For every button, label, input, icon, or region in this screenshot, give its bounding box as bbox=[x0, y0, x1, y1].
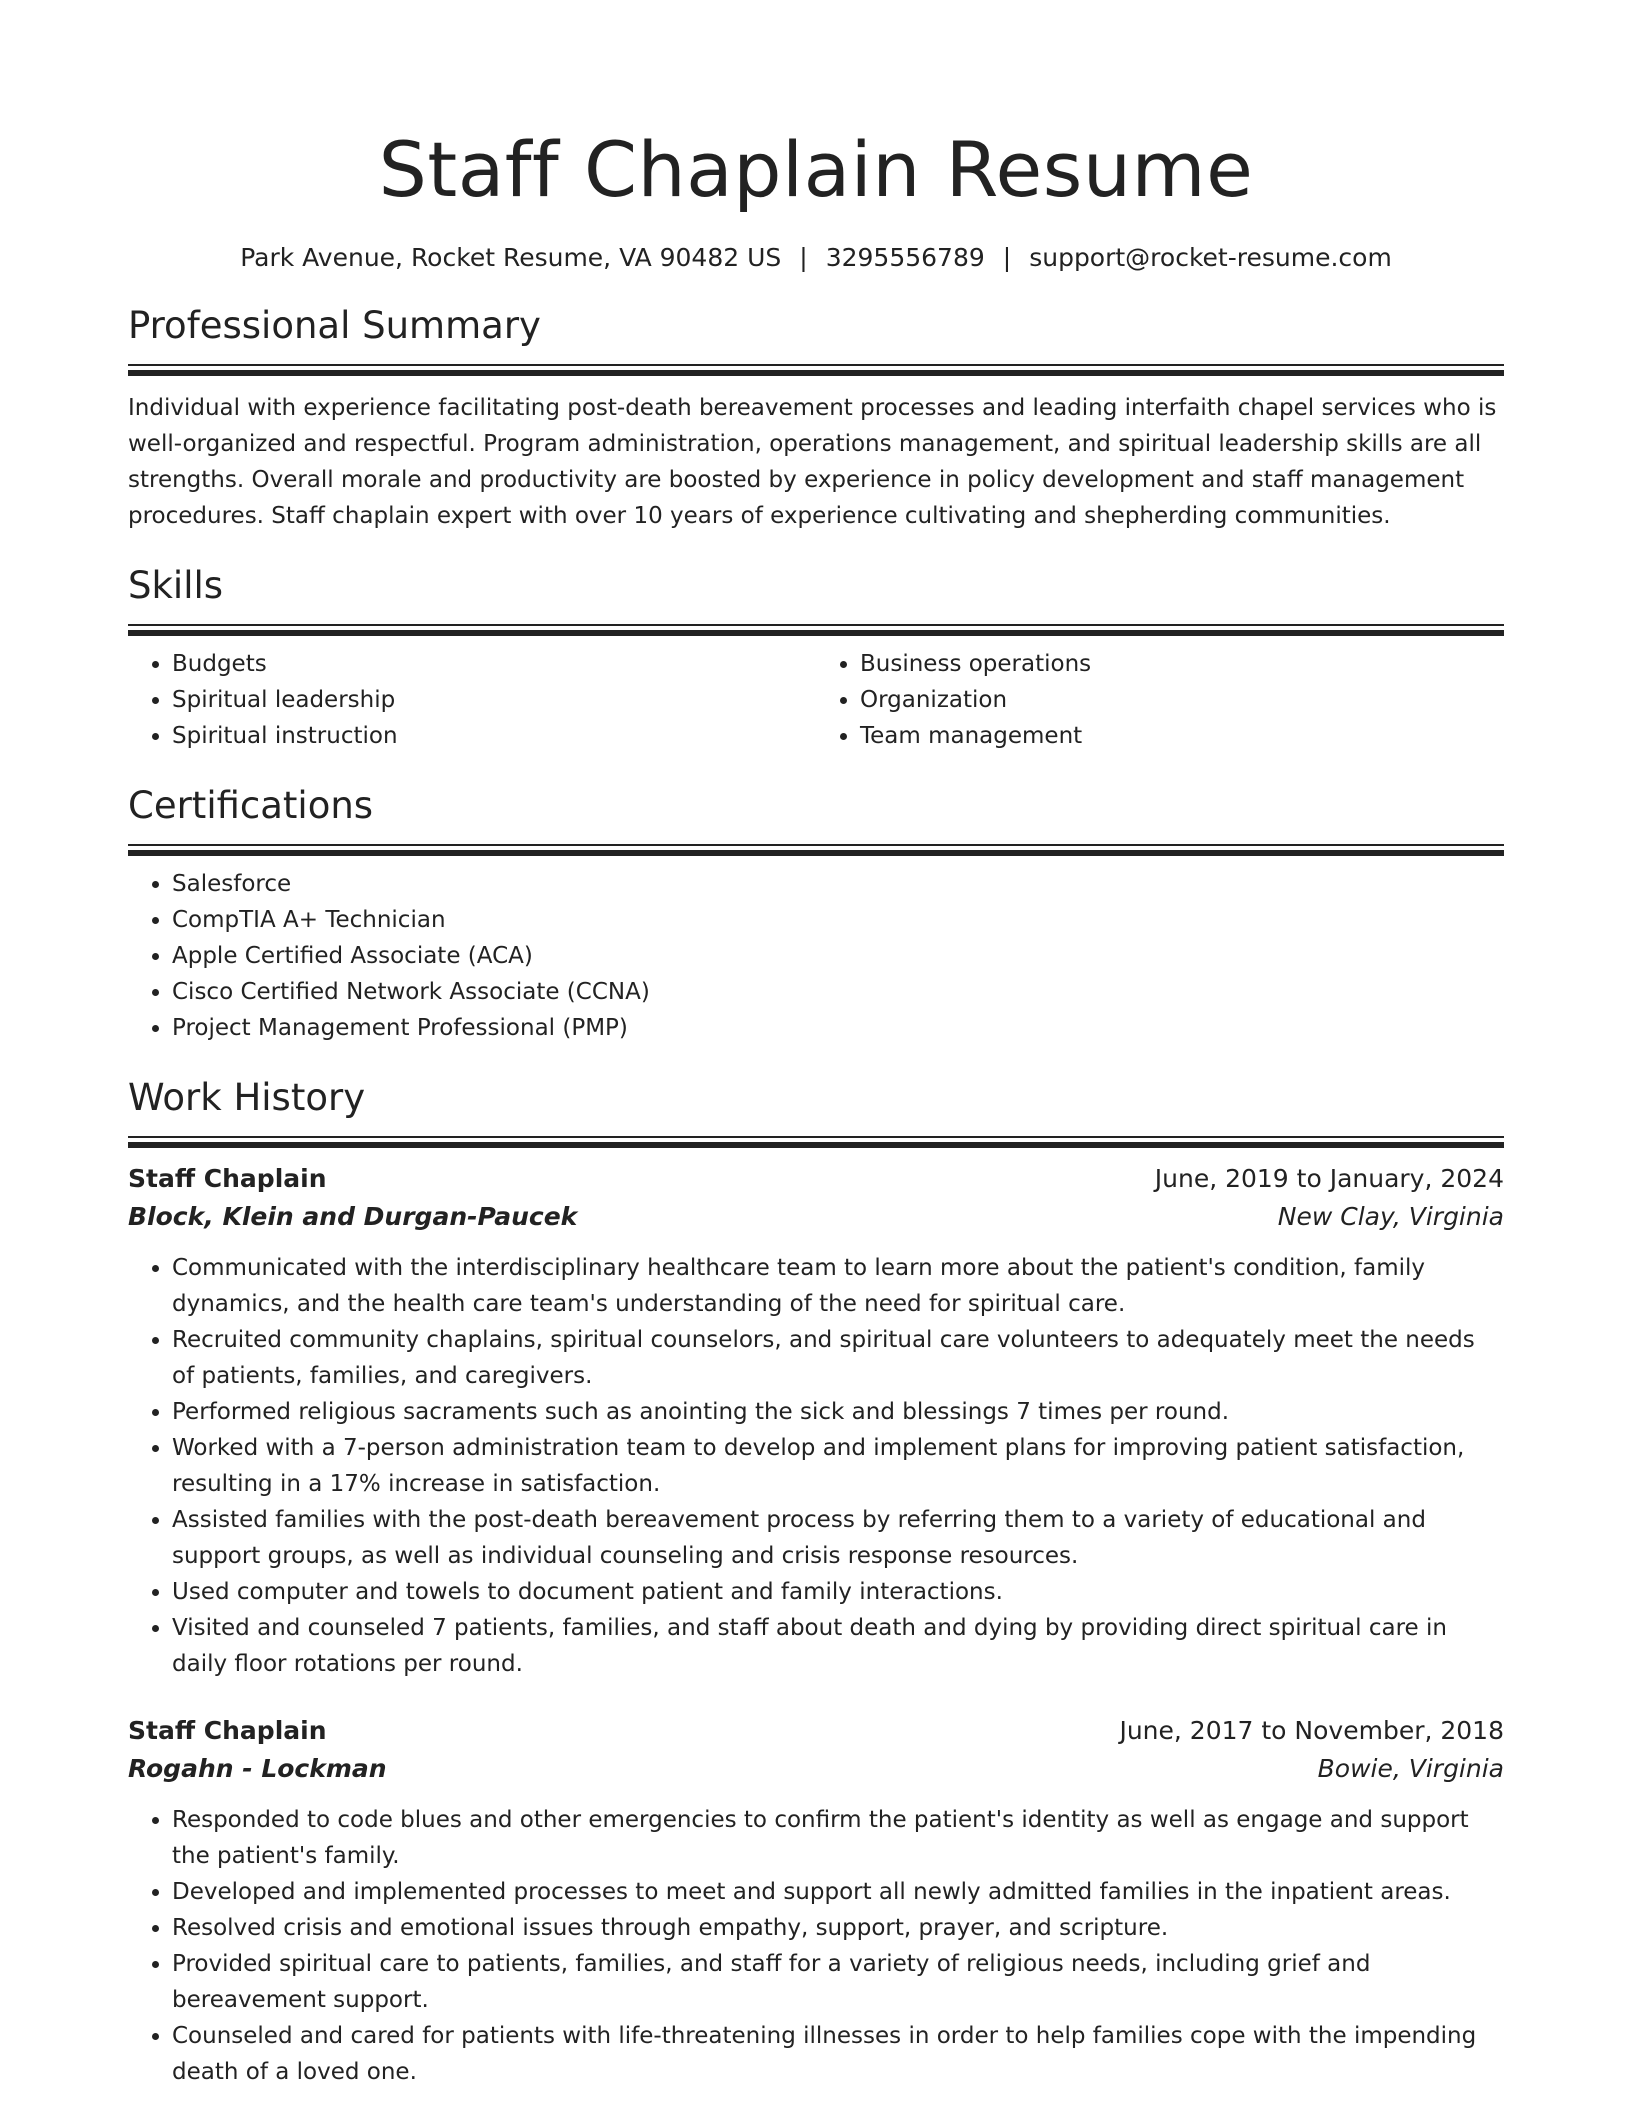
certification-item: • Cisco Certified Network Associate (CCNA) bbox=[172, 974, 1504, 1010]
job-entry bbox=[128, 1712, 1504, 2090]
contact-phone: 3295556789 bbox=[825, 243, 985, 272]
section-heading-summary: Professional Summary bbox=[128, 304, 541, 347]
summary-text: Individual with experience facilitating post-death bereavement processes and leading interfaith chapel services who is well-organized and respectful. Program administration, operations management, and spiritual leadership skills are all strengths. Overall morale and productivity are boosted by experience in policy development and staff management procedures. Staff chaplain expert with over 10 years of experience cultivating and shepherding communities. bbox=[128, 395, 1497, 529]
job-bullet: • Assisted families with the post-death bereavement process by referring them to a variety of educational and support groups, as well as individual counseling and crisis response resources. bbox=[172, 1502, 1504, 1574]
certification-item: • Project Management Professional (PMP) bbox=[172, 1010, 1504, 1046]
job-bullet: • Communicated with the interdisciplinary healthcare team to learn more about the patient's condition, family dynamics, and the health care team's understanding of the need for spiritual care. bbox=[172, 1250, 1504, 1322]
job-company: Block, Klein and Durgan-Paucek bbox=[128, 1202, 578, 1231]
job-dates: June, 2017 to November, 2018 bbox=[1119, 1716, 1504, 1745]
resume-title: Staff Chaplain Resume bbox=[378, 125, 1254, 214]
certification-item: • CompTIA A+ Technician bbox=[172, 902, 1504, 938]
section-divider bbox=[128, 624, 1504, 636]
job-bullet: • Responded to code blues and other emergencies to confirm the patient's identity as well as engage and support the patient's family. bbox=[172, 1802, 1504, 1874]
job-bullet: • Recruited community chaplains, spiritual counselors, and spiritual care volunteers to adequately meet the needs of patients, families, and caregivers. bbox=[172, 1322, 1504, 1394]
skills-list-left bbox=[128, 646, 816, 754]
contact-line bbox=[128, 242, 1504, 274]
section-heading-certifications: Certifications bbox=[128, 784, 374, 827]
contact-separator: | bbox=[799, 243, 808, 272]
certifications-list bbox=[128, 866, 1504, 1046]
job-subheader bbox=[128, 1750, 1504, 1788]
job-bullet: • Resolved crisis and emotional issues through empathy, support, prayer, and scripture. bbox=[172, 1910, 1504, 1946]
job-bullets bbox=[128, 1250, 1504, 1682]
certification-item: • Salesforce bbox=[172, 866, 1504, 902]
job-bullet: • Used computer and towels to document patient and family interactions. bbox=[172, 1574, 1504, 1610]
section-divider bbox=[128, 844, 1504, 856]
contact-address: Park Avenue, Rocket Resume, VA 90482 US bbox=[240, 243, 782, 272]
contact-email: support@rocket-resume.com bbox=[1029, 243, 1392, 272]
job-location: New Clay, Virginia bbox=[1277, 1202, 1504, 1231]
job-dates: June, 2019 to January, 2024 bbox=[1154, 1164, 1504, 1193]
skill-item: • Team management bbox=[860, 718, 1504, 754]
certification-item: • Apple Certified Associate (ACA) bbox=[172, 938, 1504, 974]
job-bullet: • Performed religious sacraments such as anointing the sick and blessings 7 times per round. bbox=[172, 1394, 1504, 1430]
job-header bbox=[128, 1712, 1504, 1750]
job-bullet: • Developed and implemented processes to meet and support all newly admitted families in the inpatient areas. bbox=[172, 1874, 1504, 1910]
job-bullet: • Counseled and cared for patients with life-threatening illnesses in order to help families cope with the impending death of a loved one. bbox=[172, 2018, 1504, 2090]
job-company: Rogahn - Lockman bbox=[128, 1754, 387, 1783]
job-header bbox=[128, 1160, 1504, 1198]
contact-separator: | bbox=[1002, 243, 1012, 272]
skills-grid bbox=[128, 636, 1504, 754]
job-bullet: • Provided spiritual care to patients, families, and staff for a variety of religious needs, including grief and bereavement support. bbox=[172, 1946, 1504, 2018]
skill-item: • Budgets bbox=[172, 646, 816, 682]
job-title: Staff Chaplain bbox=[128, 1164, 327, 1193]
section-heading-skills: Skills bbox=[128, 564, 224, 607]
job-bullets bbox=[128, 1802, 1504, 2090]
skill-item: • Business operations bbox=[860, 646, 1504, 682]
skill-item: • Spiritual leadership bbox=[172, 682, 816, 718]
job-subheader bbox=[128, 1198, 1504, 1236]
skills-list-right bbox=[816, 646, 1504, 754]
section-heading-work-history: Work History bbox=[128, 1076, 366, 1119]
skill-item: • Spiritual instruction bbox=[172, 718, 816, 754]
section-divider bbox=[128, 364, 1504, 376]
job-entry bbox=[128, 1160, 1504, 1682]
job-location: Bowie, Virginia bbox=[1317, 1754, 1504, 1783]
job-bullet: • Worked with a 7-person administration team to develop and implement plans for improving patient satisfaction, resulting in a 17% increase in satisfaction. bbox=[172, 1430, 1504, 1502]
section-divider bbox=[128, 1136, 1504, 1148]
skill-item: • Organization bbox=[860, 682, 1504, 718]
job-title: Staff Chaplain bbox=[128, 1716, 327, 1745]
job-bullet: • Visited and counseled 7 patients, families, and staff about death and dying by providing direct spiritual care in daily floor rotations per round. bbox=[172, 1610, 1504, 1682]
